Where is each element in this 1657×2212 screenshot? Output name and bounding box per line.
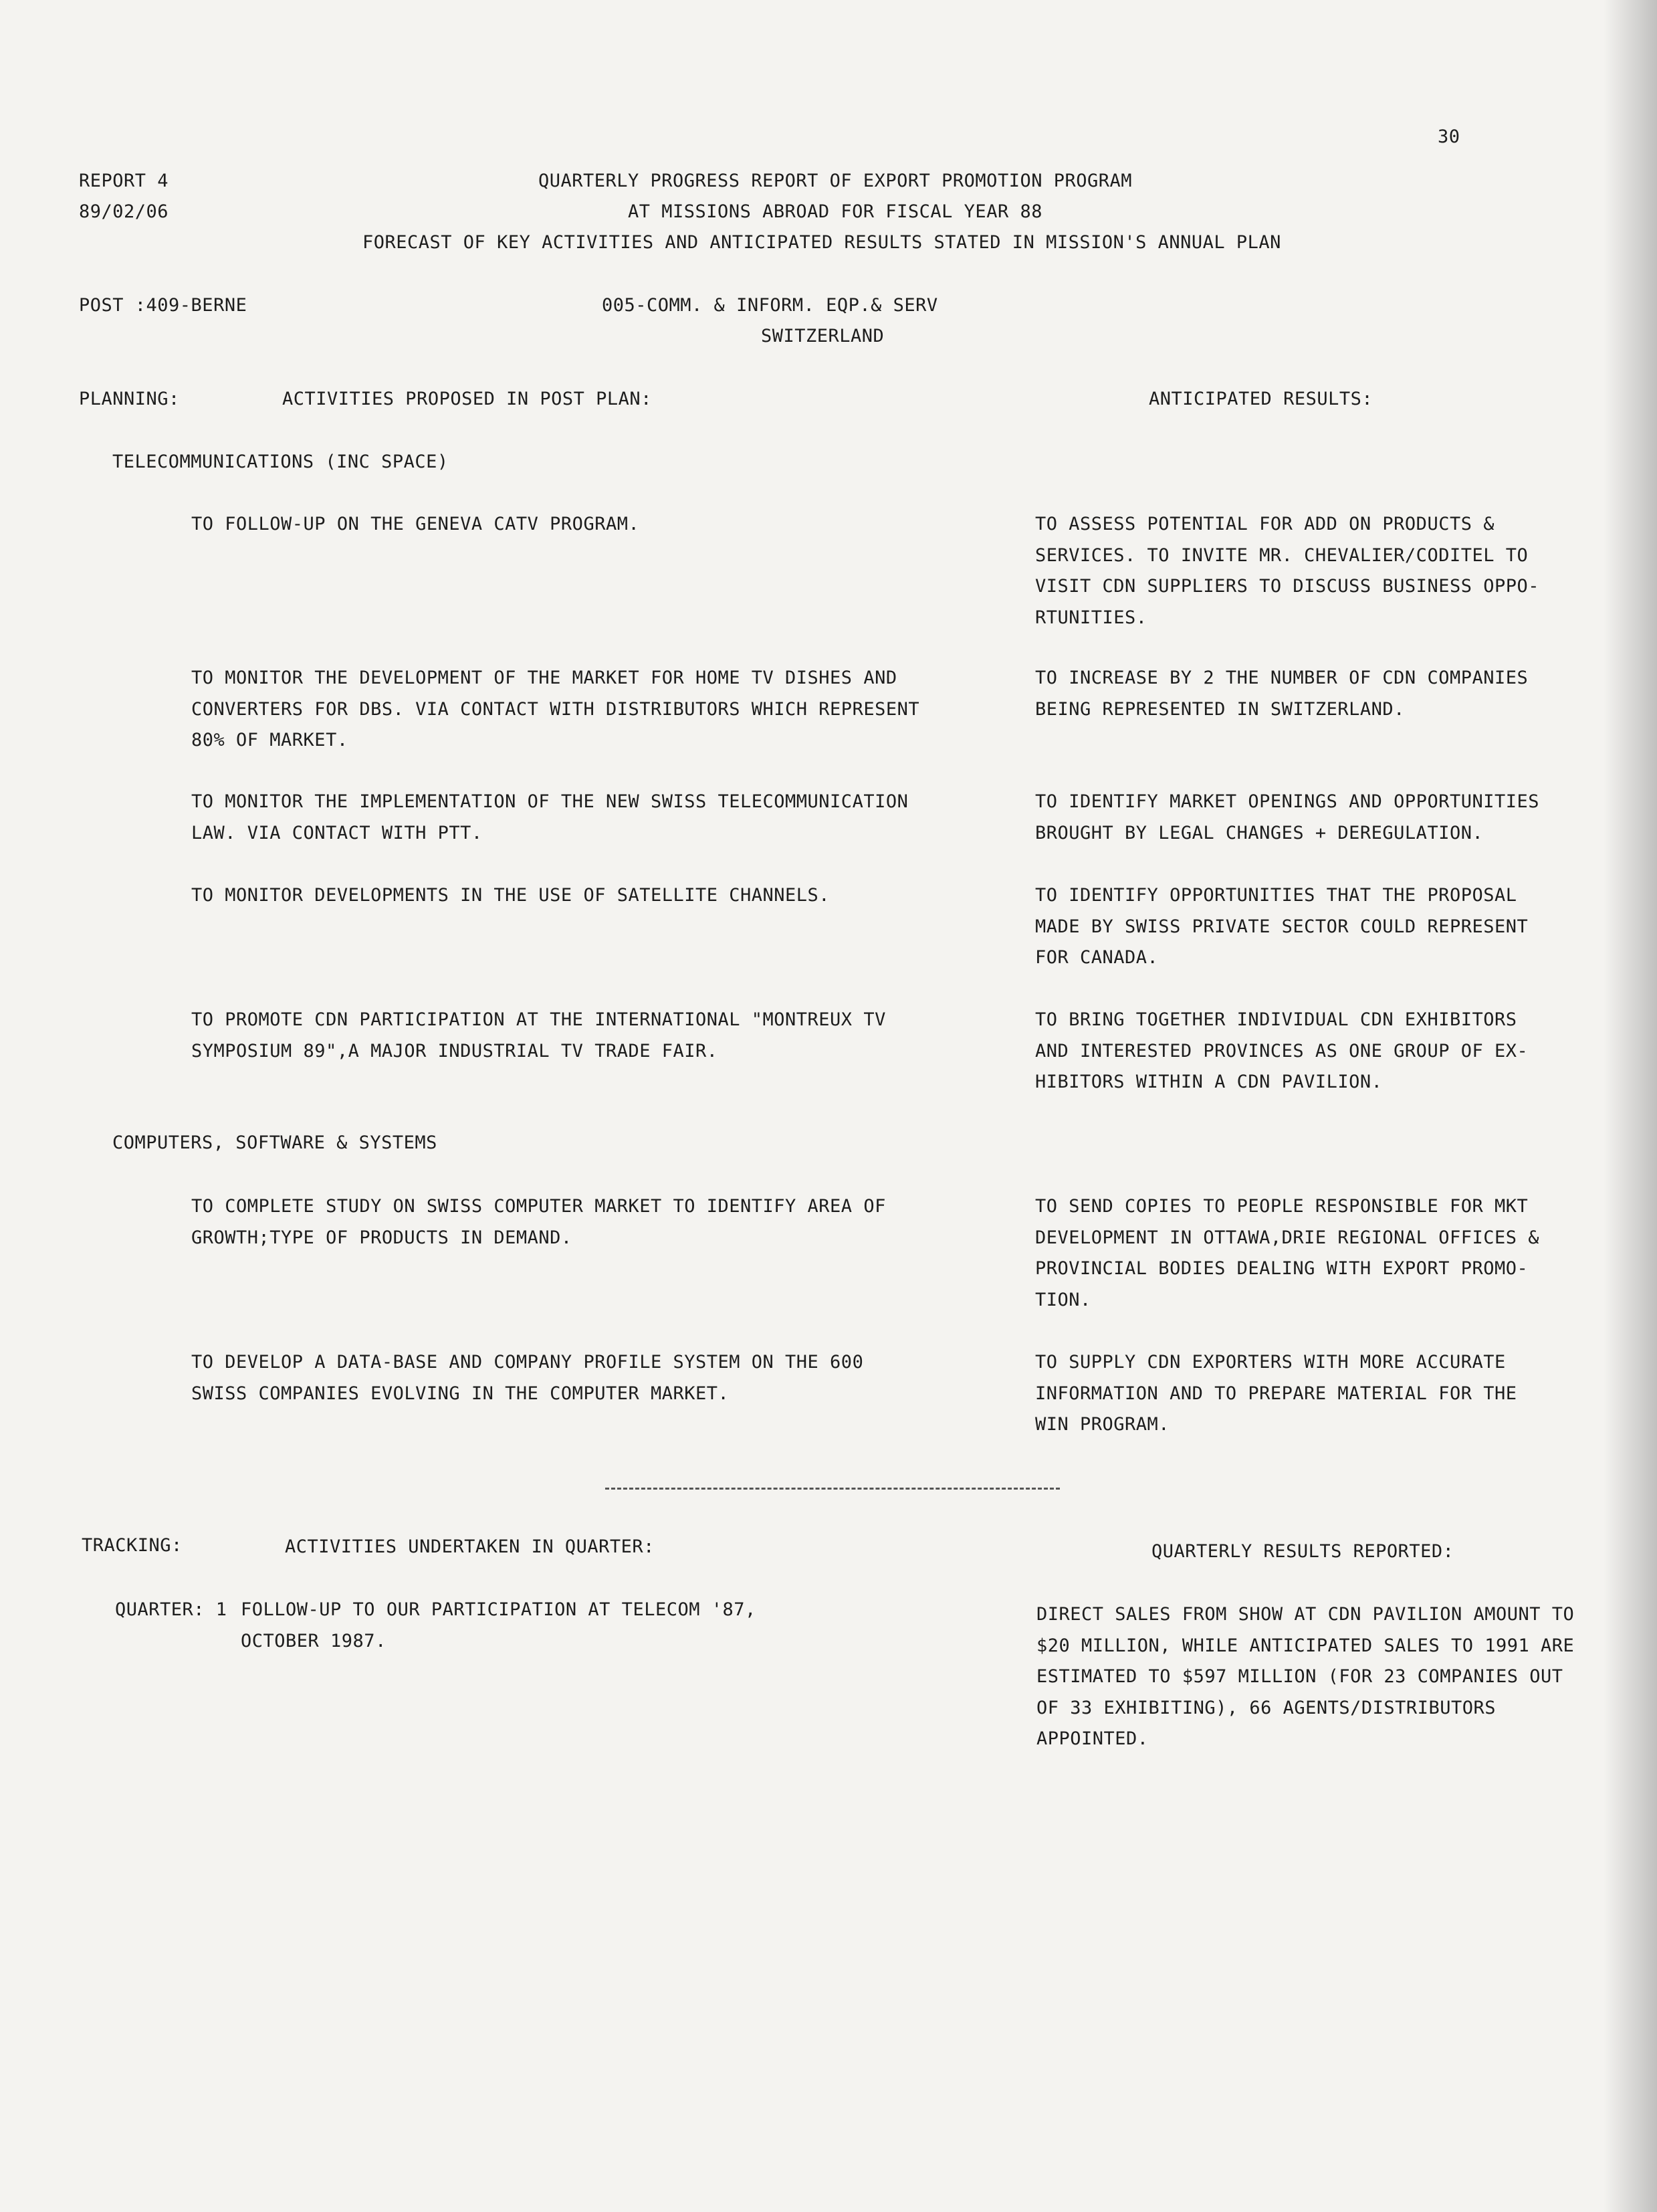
- tracking-results-header: QUARTERLY RESULTS REPORTED:: [1151, 1541, 1454, 1562]
- planning-result-5: TO BRING TOGETHER INDIVIDUAL CDN EXHIBITORS AND INTERESTED PROVINCES AS ONE GROUP OF EX- HIBITORS WITHIN A CDN PAVILION.: [1035, 1009, 1529, 1092]
- report-label: REPORT 4: [79, 171, 169, 191]
- planning-result-6: TO SEND COPIES TO PEOPLE RESPONSIBLE FOR MKT DEVELOPMENT IN OTTAWA,DRIE REGIONAL OFFICES & PROVINCIAL BODIES DEALING WITH EXPORT PROMO- TION.: [1035, 1196, 1539, 1310]
- tracking-activities-header: ACTIVITIES UNDERTAKEN IN QUARTER:: [285, 1536, 655, 1557]
- quarter-label: QUARTER: 1: [115, 1599, 227, 1620]
- planning-activity-6: TO COMPLETE STUDY ON SWISS COMPUTER MARKET TO IDENTIFY AREA OF GROWTH;TYPE OF PRODUCTS IN DEMAND.: [191, 1196, 886, 1248]
- title-line-1: QUARTERLY PROGRESS REPORT OF EXPORT PROMOTION PROGRAM: [538, 171, 1133, 191]
- planning-activity-7: TO DEVELOP A DATA-BASE AND COMPANY PROFILE SYSTEM ON THE 600 SWISS COMPANIES EVOLVING IN THE COMPUTER MARKET.: [191, 1352, 864, 1404]
- planning-result-1: TO ASSESS POTENTIAL FOR ADD ON PRODUCTS & SERVICES. TO INVITE MR. CHEVALIER/CODITEL TO VISIT CDN SUPPLIERS TO DISCUSS BUSINESS OPPO- RTUNITIES.: [1035, 514, 1539, 628]
- title-line-2: AT MISSIONS ABROAD FOR FISCAL YEAR 88: [628, 201, 1042, 222]
- section-title-computers: COMPUTERS, SOFTWARE & SYSTEMS: [112, 1132, 437, 1153]
- tracking-activity: FOLLOW-UP TO OUR PARTICIPATION AT TELECOM '87, OCTOBER 1987.: [241, 1599, 756, 1651]
- planning-activity-1: TO FOLLOW-UP ON THE GENEVA CATV PROGRAM.: [191, 514, 640, 534]
- planning-activity-4: TO MONITOR DEVELOPMENTS IN THE USE OF SATELLITE CHANNELS.: [191, 885, 831, 906]
- post-label: POST :409-BERNE: [79, 295, 247, 316]
- title-line-3: FORECAST OF KEY ACTIVITIES AND ANTICIPATED RESULTS STATED IN MISSION'S ANNUAL PLAN: [362, 232, 1281, 253]
- planning-result-3: TO IDENTIFY MARKET OPENINGS AND OPPORTUNITIES BROUGHT BY LEGAL CHANGES + DEREGULATION.: [1035, 791, 1539, 843]
- report-date: 89/02/06: [79, 201, 169, 222]
- tracking-label: TRACKING:: [82, 1535, 183, 1556]
- planning-label: PLANNING:: [79, 389, 180, 409]
- section-title-telecom: TELECOMMUNICATIONS (INC SPACE): [112, 451, 449, 472]
- planning-result-7: TO SUPPLY CDN EXPORTERS WITH MORE ACCURATE INFORMATION AND TO PREPARE MATERIAL FOR THE WIN PROGRAM.: [1035, 1352, 1517, 1435]
- planning-activity-3: TO MONITOR THE IMPLEMENTATION OF THE NEW SWISS TELECOMMUNICATION LAW. VIA CONTACT WITH PTT.: [191, 791, 909, 843]
- planning-result-2: TO INCREASE BY 2 THE NUMBER OF CDN COMPANIES BEING REPRESENTED IN SWITZERLAND.: [1035, 668, 1529, 720]
- planning-activity-2: TO MONITOR THE DEVELOPMENT OF THE MARKET FOR HOME TV DISHES AND CONVERTERS FOR DBS. VIA CONTACT WITH DISTRIBUTORS WHICH REPRESENT 80% OF MARKET.: [191, 668, 920, 750]
- page-edge-shadow: [1604, 0, 1657, 2212]
- page-number: 30: [1438, 126, 1460, 147]
- planning-activity-5: TO PROMOTE CDN PARTICIPATION AT THE INTERNATIONAL "MONTREUX TV SYMPOSIUM 89",A MAJOR INDUSTRIAL TV TRADE FAIR.: [191, 1009, 886, 1062]
- section-divider: [605, 1488, 1060, 1490]
- planning-result-4: TO IDENTIFY OPPORTUNITIES THAT THE PROPOSAL MADE BY SWISS PRIVATE SECTOR COULD REPRESENT FOR CANADA.: [1035, 885, 1529, 968]
- planning-activities-header: ACTIVITIES PROPOSED IN POST PLAN:: [282, 389, 652, 409]
- planning-results-header: ANTICIPATED RESULTS:: [1149, 389, 1373, 409]
- tracking-result: DIRECT SALES FROM SHOW AT CDN PAVILION AMOUNT TO $20 MILLION, WHILE ANTICIPATED SALES TO 1991 ARE ESTIMATED TO $597 MILLION (FOR 23 COMPANIES OUT OF 33 EXHIBITING), 66 AGENTS/DISTRIBUTORS APPOINTED.: [1036, 1604, 1575, 1749]
- post-sector: 005-COMM. & INFORM. EQP.& SERV: [602, 295, 938, 316]
- post-country: SWITZERLAND: [761, 326, 885, 346]
